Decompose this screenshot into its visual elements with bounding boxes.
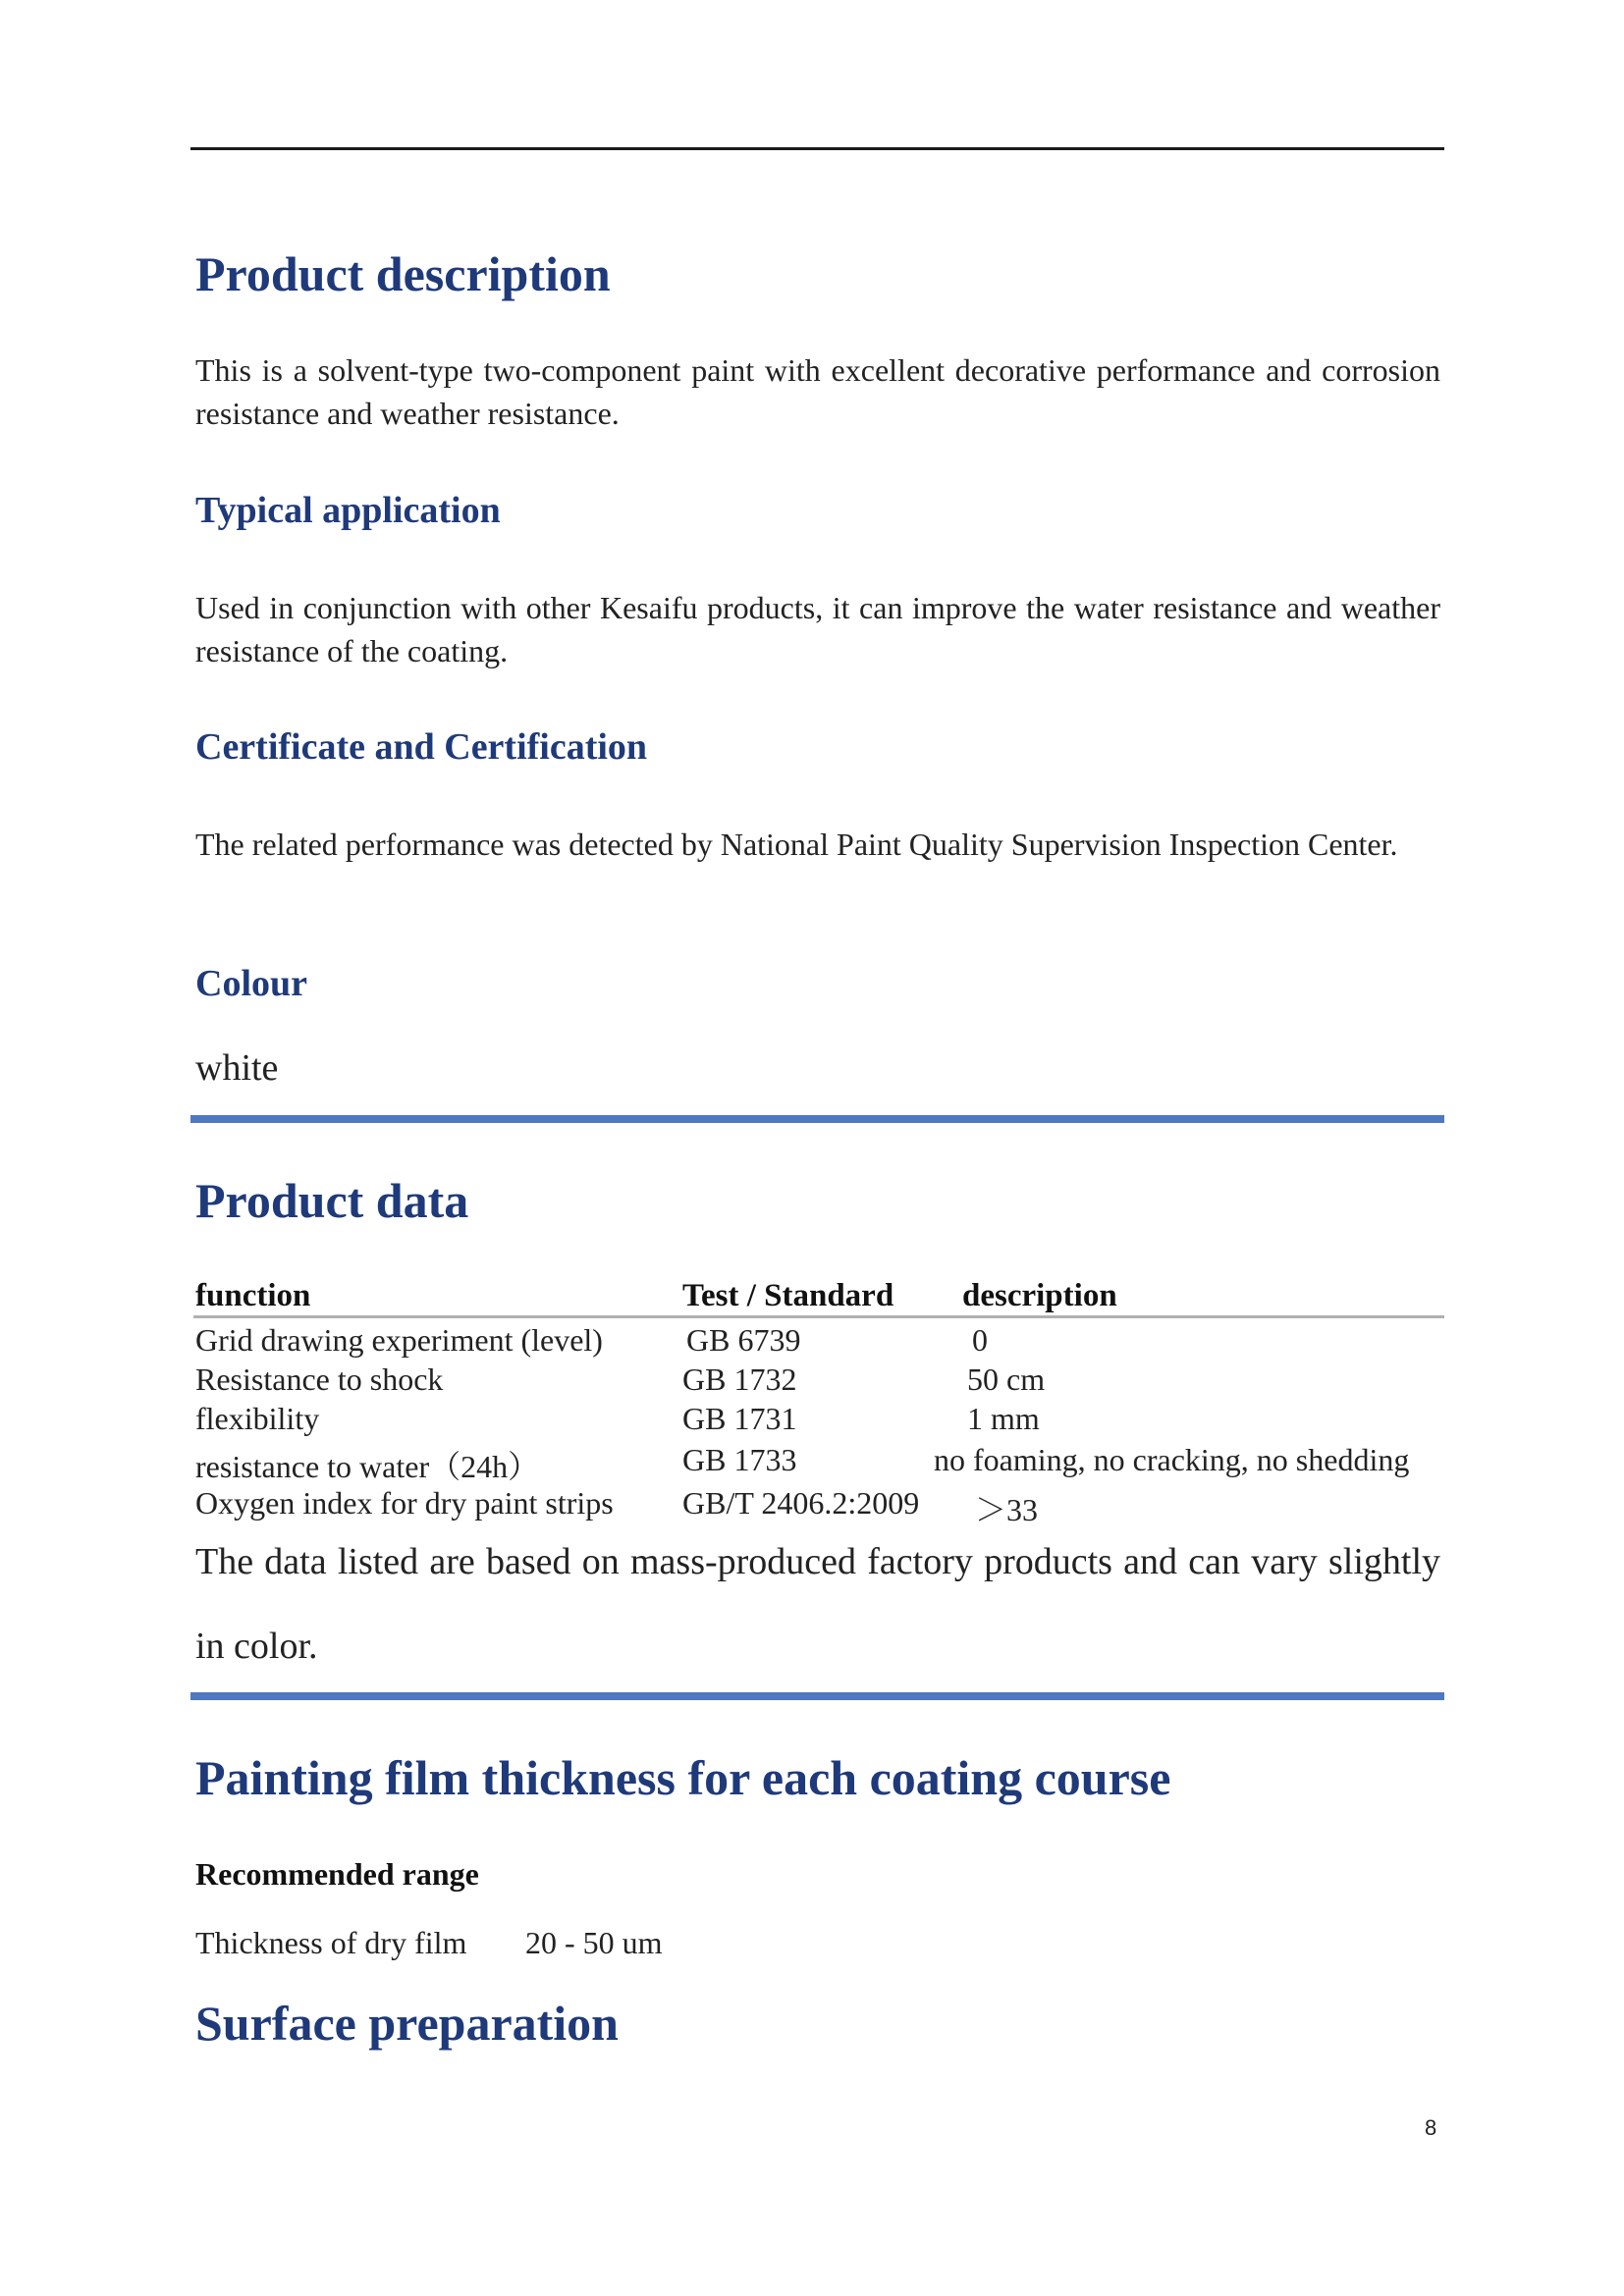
table-row — [193, 1477, 1444, 1527]
surface-preparation-heading: Surface preparation — [195, 1996, 619, 2051]
dry-film-thickness-value: 20 - 50 um — [525, 1925, 663, 1960]
table-row — [193, 1436, 1444, 1484]
row-description: 50 cm — [967, 1362, 1046, 1397]
column-header-function: function — [195, 1278, 311, 1313]
row-standard: GB 1731 — [682, 1401, 797, 1436]
film-thickness-heading: Painting film thickness for each coating course — [195, 1750, 1171, 1805]
product-data-table — [193, 1274, 1444, 1527]
recommended-range-label: Recommended range — [195, 1856, 479, 1892]
dry-film-thickness-label: Thickness of dry film — [195, 1925, 467, 1960]
product-description-text: This is a solvent-type two-component paint with excellent decorative performance and corrosion resistance and weather resistance. — [195, 352, 1440, 431]
row-function: resistance to water（24h） — [195, 1449, 540, 1484]
row-standard: GB 1732 — [682, 1362, 797, 1397]
row-function: Grid drawing experiment (level) — [195, 1322, 603, 1358]
row-function: Oxygen index for dry paint strips — [195, 1485, 614, 1521]
page-number: 8 — [1425, 2115, 1437, 2140]
row-description: 0 — [972, 1322, 988, 1358]
row-description: 1 mm — [967, 1401, 1040, 1436]
certificate-heading: Certificate and Certification — [195, 726, 648, 768]
colour-value: white — [195, 1047, 279, 1089]
table-header — [193, 1274, 1444, 1318]
row-function: Resistance to shock — [195, 1362, 444, 1397]
section-divider — [190, 1115, 1444, 1123]
colour-heading: Colour — [195, 963, 307, 1004]
row-standard: GB 6739 — [686, 1322, 801, 1358]
product-data-note: The data listed are based on mass-produced factory products and can vary slightly in color. — [195, 1541, 1440, 1667]
column-header-standard: Test / Standard — [682, 1278, 894, 1313]
table-row — [193, 1318, 1444, 1358]
section-divider — [190, 1692, 1444, 1700]
table-row — [193, 1358, 1444, 1397]
row-function: flexibility — [195, 1401, 320, 1436]
product-description-heading: Product description — [195, 246, 611, 301]
typical-application-heading: Typical application — [195, 490, 501, 531]
row-description: no foaming, no cracking, no shedding — [934, 1442, 1410, 1477]
certificate-text: The related performance was detected by National Paint Quality Supervision Inspection Center. — [195, 827, 1398, 862]
product-data-heading: Product data — [195, 1173, 469, 1228]
row-standard: GB/T 2406.2:2009 — [682, 1485, 920, 1521]
row-description: ＞33 — [975, 1492, 1039, 1527]
typical-application-text: Used in conjunction with other Kesaifu products, it can improve the water resistance and weather resistance of the coating. — [195, 590, 1440, 668]
header-rule — [190, 147, 1444, 150]
table-row — [193, 1397, 1444, 1436]
column-header-description: description — [962, 1278, 1117, 1313]
row-standard: GB 1733 — [682, 1442, 797, 1477]
